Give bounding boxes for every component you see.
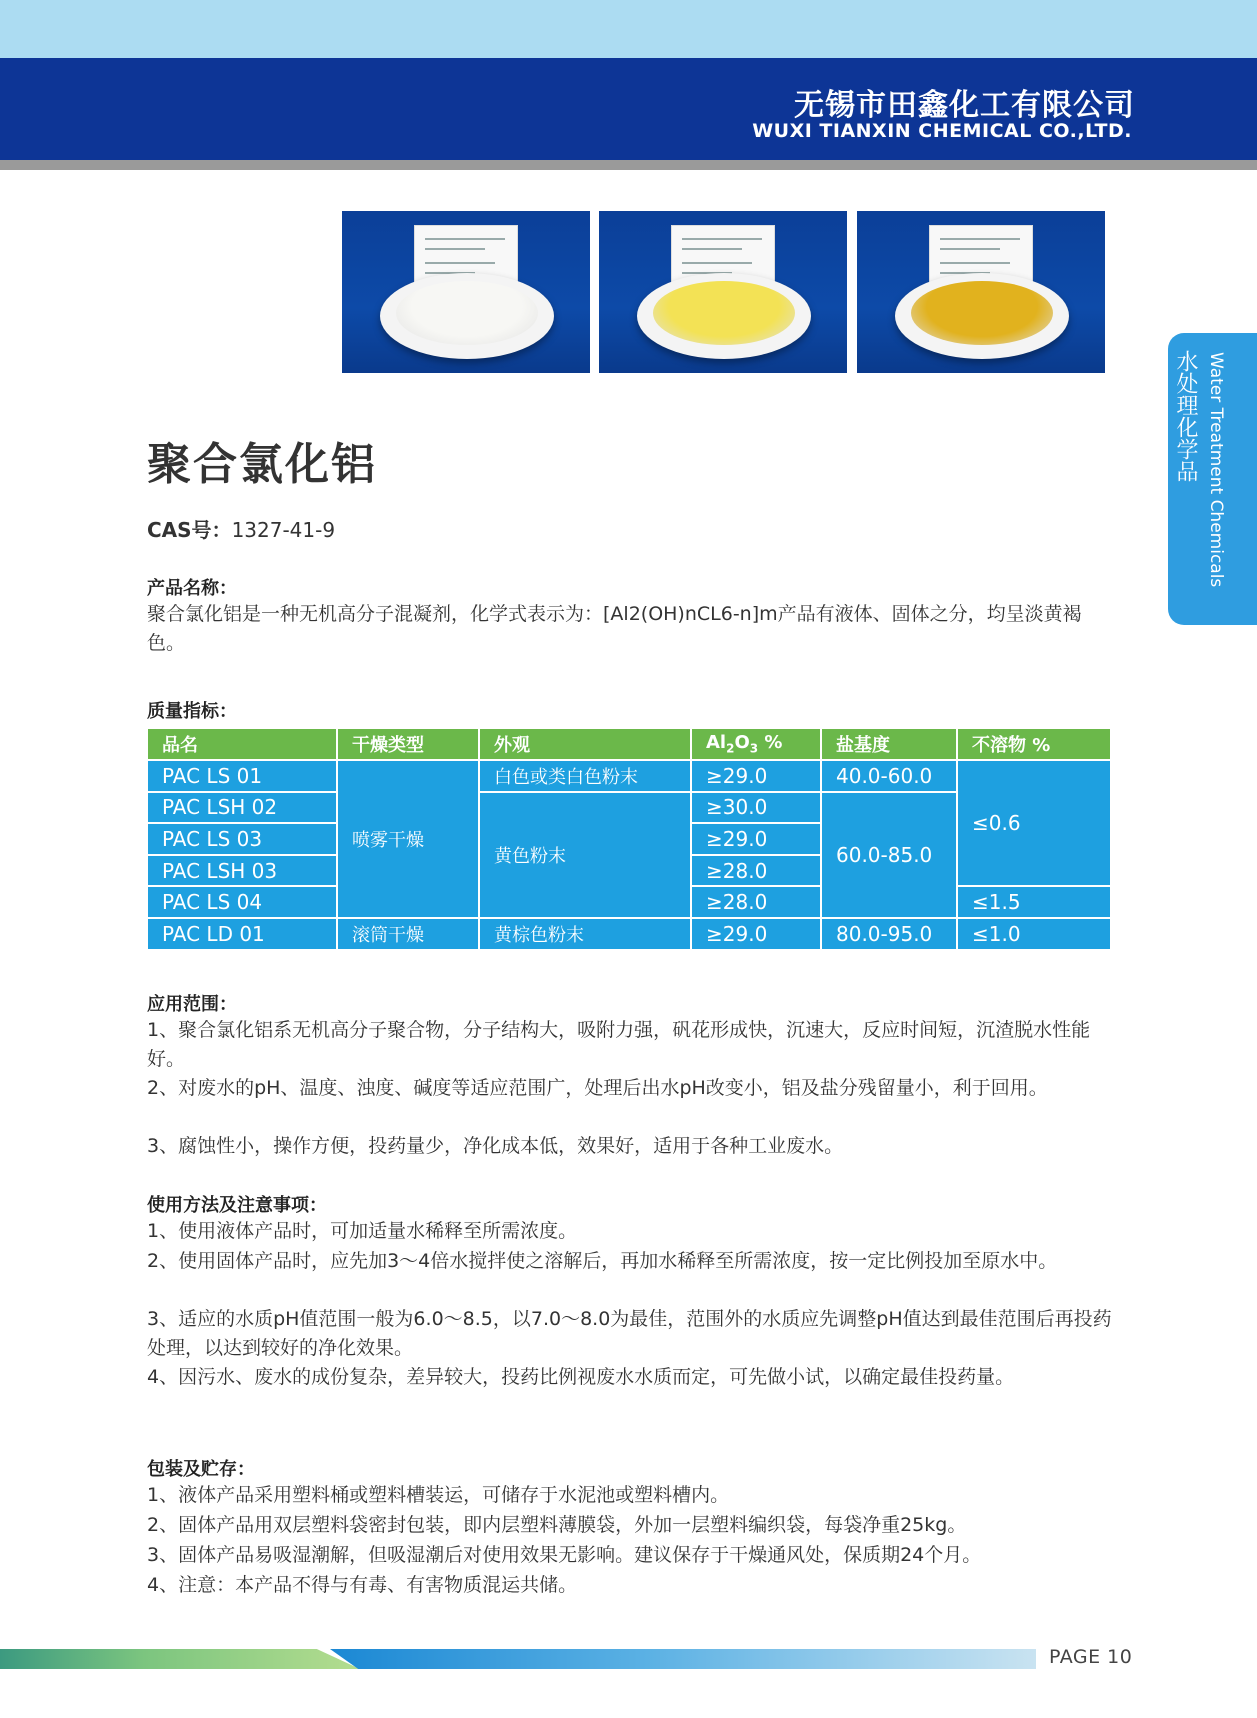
product-code: PAC LS 04 <box>147 886 337 918</box>
usage-item: 3、适应的水质pH值范围一般为6.0～8.5，以7.0～8.0为最佳，范围外的水质应先调整pH值达到最佳范围后再投药处理，以达到较好的净化效果。 <box>147 1308 1112 1359</box>
product-name-text: 聚合氯化铝是一种无机高分子混凝剂，化学式表示为：[Al2(OH)nCL6-n]m产品有液体、固体之分，均呈淡黄褐色。 <box>147 603 1082 654</box>
storage-heading: 包装及贮存： <box>147 1459 255 1480</box>
al2o3-value: ≥30.0 <box>691 792 821 824</box>
al2o3-value: ≥28.0 <box>691 886 821 918</box>
product-photo-white <box>342 211 590 373</box>
application-item: 3、腐蚀性小，操作方便，投药量少，净化成本低，效果好，适用于各种工业废水。 <box>147 1135 844 1157</box>
usage-item: 4、因污水、废水的成份复杂，差异较大，投药比例视废水水质而定，可先做小试，以确定最佳投药量。 <box>147 1366 1015 1388</box>
category-label-cn: 水处理化学品 <box>1173 350 1198 482</box>
insoluble: ≤1.5 <box>957 886 1111 918</box>
drying-type: 滚筒干燥 <box>337 918 479 950</box>
powder <box>653 281 795 345</box>
product-name-heading: 产品名称： <box>147 578 237 599</box>
powder <box>396 281 538 345</box>
product-code: PAC LSH 03 <box>147 855 337 887</box>
header-top-band <box>0 0 1257 58</box>
product-code: PAC LSH 02 <box>147 792 337 824</box>
usage-heading: 使用方法及注意事项： <box>147 1195 327 1216</box>
storage-item: 1、液体产品采用塑料桶或塑料槽装运，可储存于水泥池或塑料槽内。 <box>147 1484 730 1506</box>
product-code: PAC LD 01 <box>147 918 337 950</box>
column-header: 品名 <box>147 728 337 760</box>
usage-item: 2、使用固体产品时，应先加3～4倍水搅拌使之溶解后，再加水稀释至所需浓度，按一定比例投加至原水中。 <box>147 1250 1058 1272</box>
company-name-cn: 无锡市田鑫化工有限公司 <box>794 88 1135 123</box>
product-code: PAC LS 03 <box>147 823 337 855</box>
al2o3-value: ≥29.0 <box>691 823 821 855</box>
table-row <box>147 918 1111 950</box>
al2o3-value: ≥28.0 <box>691 855 821 887</box>
application-item: 2、对废水的pH、温度、浊度、碱度等适应范围广，处理后出水pH改变小，铝及盐分残留量小，利于回用。 <box>147 1077 1048 1099</box>
footer-stripe-green <box>0 1649 360 1669</box>
basicity: 40.0-60.0 <box>821 760 957 792</box>
application-heading: 应用范围： <box>147 994 237 1015</box>
header-rule <box>0 160 1257 170</box>
page-number: PAGE 10 <box>1049 1646 1133 1668</box>
column-header: 干燥类型 <box>337 728 479 760</box>
column-header: 盐基度 <box>821 728 957 760</box>
drying-type: 喷雾干燥 <box>337 760 479 918</box>
al2o3-value: ≥29.0 <box>691 760 821 792</box>
basicity: 60.0-85.0 <box>821 792 957 918</box>
usage-item: 1、使用液体产品时，可加适量水稀释至所需浓度。 <box>147 1220 578 1242</box>
insoluble: ≤1.0 <box>957 918 1111 950</box>
application-item: 1、聚合氯化铝系无机高分子聚合物，分子结构大，吸附力强，矾花形成快，沉速大，反应时间短，沉渣脱水性能好。 <box>147 1019 1091 1070</box>
table-header-row <box>147 728 1111 760</box>
basicity: 80.0-95.0 <box>821 918 957 950</box>
product-photo-yellow <box>599 211 847 373</box>
cas-number <box>147 514 335 543</box>
cas-label: CAS号： <box>147 518 232 542</box>
appearance: 黄棕色粉末 <box>479 918 691 950</box>
powder <box>911 281 1053 345</box>
appearance: 黄色粉末 <box>479 792 691 918</box>
product-photo-brown-yellow <box>857 211 1105 373</box>
cas-value: 1327-41-9 <box>231 518 336 542</box>
storage-item: 2、固体产品用双层塑料袋密封包装，即内层塑料薄膜袋，外加一层塑料编织袋，每袋净重25kg。 <box>147 1514 967 1536</box>
column-header: 外观 <box>479 728 691 760</box>
category-label-en: Water Treatment Chemicals <box>1206 352 1226 588</box>
company-name-en: WUXI TIANXIN CHEMICAL CO.,LTD. <box>752 120 1132 142</box>
storage-item: 4、注意：本产品不得与有毒、有害物质混运共储。 <box>147 1574 578 1596</box>
footer-stripe-blue <box>330 1649 1036 1669</box>
quality-table <box>146 727 1112 951</box>
column-header: $Al_2O_3$ % <box>691 728 821 760</box>
page-title: 聚合氯化铝 <box>147 439 377 490</box>
column-header: 不溶物 % <box>957 728 1111 760</box>
table-row <box>147 760 1111 792</box>
insoluble: ≤0.6 <box>957 760 1111 886</box>
storage-item: 3、固体产品易吸湿潮解，但吸湿潮后对使用效果无影响。建议保存于干燥通风处，保质期24个月。 <box>147 1544 982 1566</box>
al2o3-value: ≥29.0 <box>691 918 821 950</box>
product-code: PAC LS 01 <box>147 760 337 792</box>
appearance: 白色或类白色粉末 <box>479 760 691 792</box>
quality-heading: 质量指标： <box>147 701 237 722</box>
